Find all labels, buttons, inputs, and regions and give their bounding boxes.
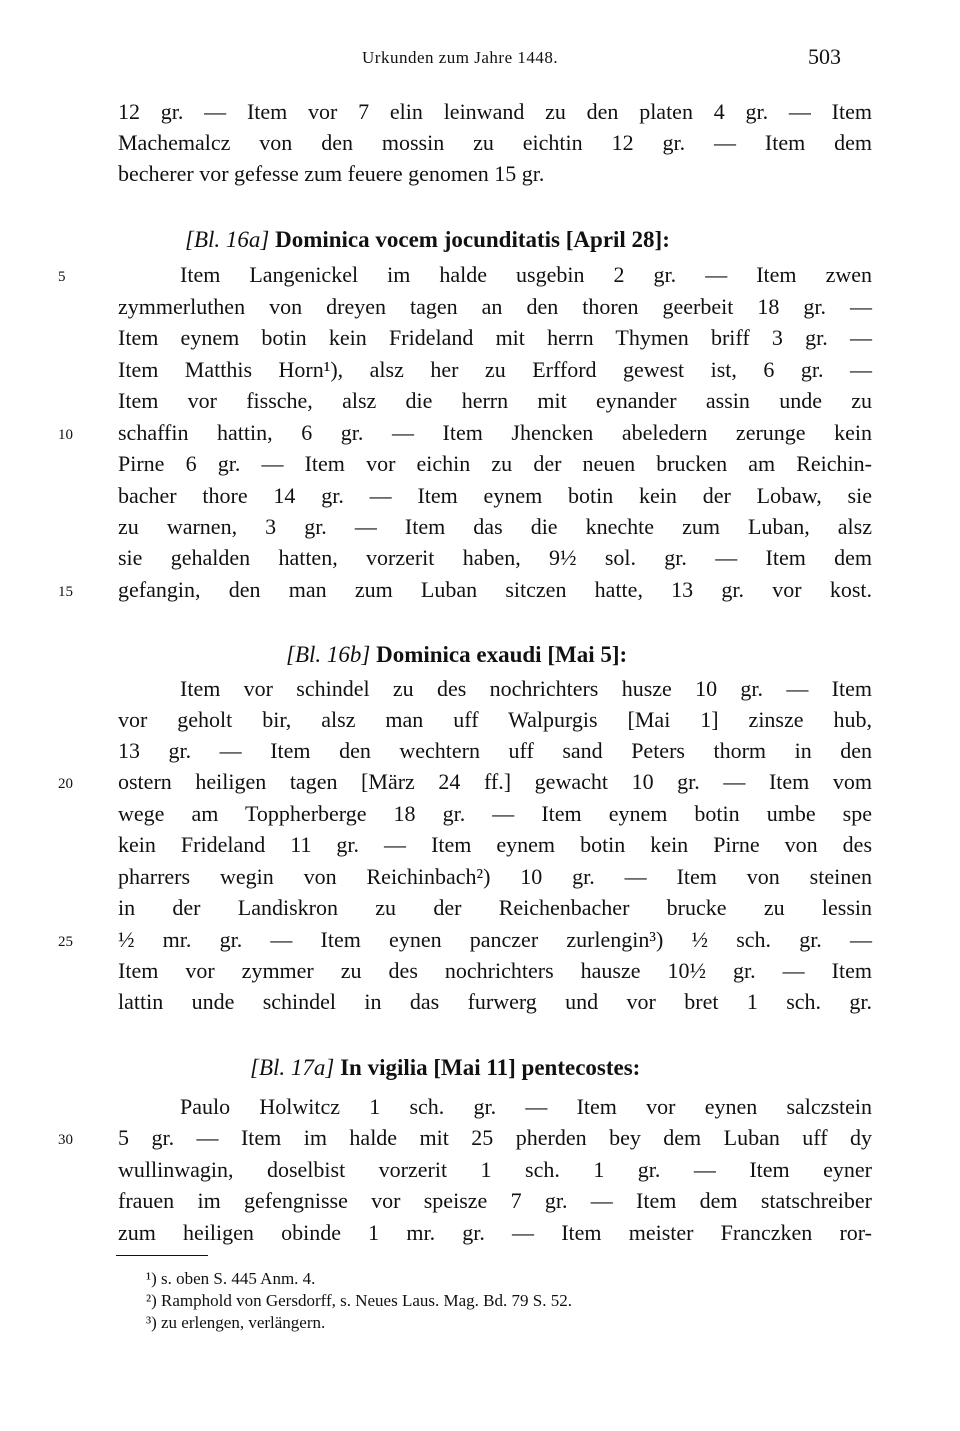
section-title: In vigilia [Mai 11] pentecostes:	[340, 1055, 641, 1080]
text-line: Item vor schindel zu des nochrichters husze 10 gr. — Item	[180, 676, 872, 701]
text-line: Pirne 6 gr. — Item vor eichin zu der neuen brucken am Reichin-	[118, 451, 872, 476]
text-line: becherer vor gefesse zum feuere genomen 15 gr.	[118, 161, 545, 186]
section-title: Dominica vocem jocunditatis [April 28]:	[275, 227, 670, 252]
text-line: Paulo Holwitcz 1 sch. gr. — Item vor eynen salczstein	[180, 1094, 872, 1119]
footnote: ²) Ramphold von Gersdorff, s. Neues Laus. Mag. Bd. 79 S. 52.	[146, 1291, 572, 1310]
page-header	[0, 44, 960, 84]
folio-ref: [Bl. 16a]	[185, 227, 270, 252]
text-line: lattin unde schindel in das furwerg und vor bret 1 sch. gr.	[118, 989, 872, 1014]
text-line: schaffin hattin, 6 gr. — Item Jhencken abeledern zerunge kein	[118, 420, 872, 445]
folio-ref: [Bl. 17a]	[250, 1055, 335, 1080]
text-line: sie gehalden hatten, vorzerit haben, 9½ sol. gr. — Item dem	[118, 545, 872, 570]
line-number: 30	[58, 1132, 73, 1148]
text-line: kein Frideland 11 gr. — Item eynem botin kein Pirne von des	[118, 832, 872, 857]
section-heading	[185, 225, 670, 255]
text-line: bacher thore 14 gr. — Item eynem botin kein der Lobaw, sie	[118, 483, 872, 508]
section-heading	[250, 1053, 640, 1083]
text-line: zymmerluthen von dreyen tagen an den thoren geerbeit 18 gr. —	[118, 294, 872, 319]
text-line: wullinwagin, doselbist vorzerit 1 sch. 1 gr. — Item eyner	[118, 1157, 872, 1182]
line-number: 25	[58, 934, 73, 950]
footnote-rule	[116, 1255, 208, 1256]
text-line: Item Langenickel im halde usgebin 2 gr. — Item zwen	[180, 262, 872, 287]
text-line: ½ mr. gr. — Item eynen panczer zurlengin³) ½ sch. gr. —	[118, 927, 872, 952]
text-line: Machemalcz von den mossin zu eichtin 12 gr. — Item dem	[118, 130, 872, 155]
text-line: in der Landiskron zu der Reichenbacher brucke zu lessin	[118, 895, 872, 920]
line-number: 10	[58, 427, 73, 443]
text-line: frauen im gefengnisse vor speisze 7 gr. — Item dem statschreiber	[118, 1188, 872, 1213]
footnote: ³) zu erlengen, verlängern.	[146, 1313, 326, 1332]
text-line: 13 gr. — Item den wechtern uff sand Peters thorm in den	[118, 738, 872, 763]
text-line: pharrers wegin von Reichinbach²) 10 gr. — Item von steinen	[118, 864, 872, 889]
page-number: 503	[808, 44, 841, 69]
line-number: 5	[58, 269, 66, 285]
text-line: gefangin, den man zum Luban sitczen hatte, 13 gr. vor kost.	[118, 577, 872, 602]
text-line: Item vor fissche, alsz die herrn mit eynander assin unde zu	[118, 388, 872, 413]
text-line: 5 gr. — Item im halde mit 25 pherden bey dem Luban uff dy	[118, 1125, 872, 1150]
text-line: wege am Toppherberge 18 gr. — Item eynem botin umbe spe	[118, 801, 872, 826]
text-line: zum heiligen obinde 1 mr. gr. — Item meister Franczken ror-	[118, 1220, 872, 1245]
text-line: Item vor zymmer zu des nochrichters hausze 10½ gr. — Item	[118, 958, 872, 983]
text-line: zu warnen, 3 gr. — Item das die knechte zum Luban, alsz	[118, 514, 872, 539]
text-line: vor geholt bir, alsz man uff Walpurgis [Mai 1] zinsze hub,	[118, 707, 872, 732]
text-line: ostern heiligen tagen [März 24 ff.] gewacht 10 gr. — Item vom	[118, 769, 872, 794]
line-number: 15	[58, 584, 73, 600]
folio-ref: [Bl. 16b]	[286, 642, 371, 667]
section-title: Dominica exaudi [Mai 5]:	[376, 642, 628, 667]
text-line: Item Matthis Horn¹), alsz her zu Erfford gewest ist, 6 gr. —	[118, 357, 872, 382]
section-heading	[286, 640, 627, 670]
running-head: Urkunden zum Jahre 1448.	[362, 48, 559, 67]
line-number: 20	[58, 776, 73, 792]
text-line: Item eynem botin kein Frideland mit herrn Thymen briff 3 gr. —	[118, 325, 872, 350]
text-line: 12 gr. — Item vor 7 elin leinwand zu den platen 4 gr. — Item	[118, 99, 872, 124]
footnote: ¹) s. oben S. 445 Anm. 4.	[146, 1269, 316, 1288]
